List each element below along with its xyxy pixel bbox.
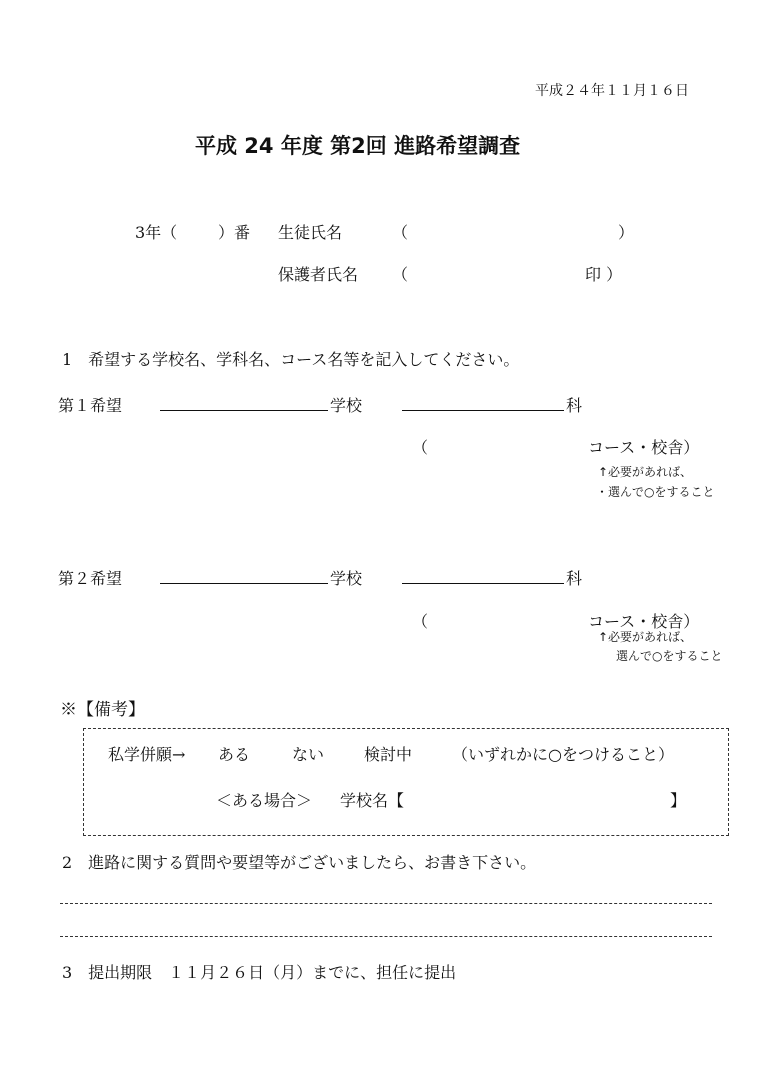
option-undecided[interactable]: 検討中: [364, 745, 413, 764]
choice-2-label: 第２希望: [58, 569, 123, 588]
question-2: 2 進路に関する質問や要望等がございましたら、お書き下さい。: [62, 853, 537, 872]
course-suffix: コース・校舎）: [588, 438, 700, 457]
question-1: 1 希望する学校名、学科名、コース名等を記入してください。: [62, 350, 520, 369]
private-school-label: 私学併願→: [108, 745, 186, 764]
guardian-name-label: 保護者氏名: [278, 265, 359, 284]
school-suffix: 学校: [330, 569, 363, 588]
course-suffix: コース・校舎）: [588, 612, 700, 631]
note: ↑必要があれば、: [598, 465, 693, 479]
school-name-line[interactable]: [160, 583, 328, 584]
paren-open: （: [412, 612, 429, 631]
note: ↑必要があれば、: [598, 630, 693, 644]
student-name-label: 生徒氏名: [278, 223, 343, 242]
remarks-heading: ※【備考】: [60, 700, 145, 720]
question-3: 3 提出期限 １１月２６日（月）までに、担任に提出: [62, 963, 457, 982]
seal-label: 印 ）: [585, 265, 623, 284]
choice-1-label: 第１希望: [58, 396, 123, 415]
paren-open: （: [392, 265, 409, 284]
department-line[interactable]: [402, 583, 564, 584]
school-suffix: 学校: [330, 396, 363, 415]
date: 平成２４年１１月１６日: [535, 83, 689, 99]
department-line[interactable]: [402, 410, 564, 411]
option-no[interactable]: ない: [292, 745, 325, 764]
paren-open: （: [392, 223, 409, 242]
department-suffix: 科: [566, 569, 583, 588]
note: 選んで○をすること: [616, 649, 723, 663]
bracket-close: 】: [670, 791, 687, 810]
option-yes[interactable]: ある: [218, 745, 251, 764]
school-name-line[interactable]: [160, 410, 328, 411]
instruction: （いずれかに○をつけること）: [452, 745, 674, 764]
department-suffix: 科: [566, 396, 583, 415]
grade-label: 3年（: [135, 223, 178, 242]
answer-line[interactable]: [60, 936, 712, 937]
if-yes-label: ＜ある場合＞: [216, 791, 313, 810]
school-name-label: 学校名【: [340, 791, 405, 810]
number-label: ）番: [218, 223, 251, 242]
note: ・選んで○をすること: [596, 485, 715, 499]
paren-open: （: [412, 438, 429, 457]
page-title: 平成 24 年度 第2回 進路希望調査: [195, 134, 521, 158]
answer-line[interactable]: [60, 903, 712, 904]
paren-close: ）: [618, 223, 635, 242]
